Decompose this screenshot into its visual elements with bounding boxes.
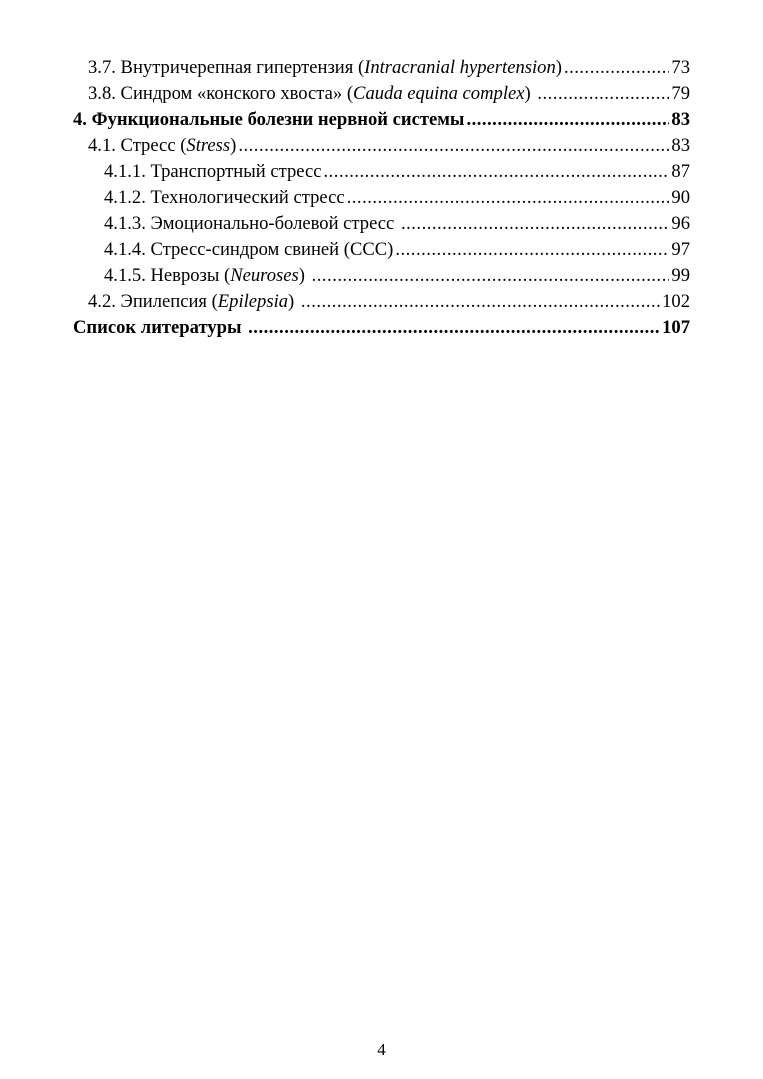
- toc-entry-text: 4.2. Эпилепсия (: [88, 291, 218, 312]
- toc-entry-page: 99: [671, 265, 690, 286]
- toc-entry-text: 4.1.5. Неврозы (: [104, 265, 231, 286]
- dot-leader: [466, 107, 669, 133]
- page-number: 4: [377, 1040, 386, 1059]
- dot-leader: [238, 133, 669, 159]
- toc-entry-page: 79: [671, 83, 690, 104]
- toc-entry-title: [88, 81, 535, 107]
- dot-leader: [564, 55, 669, 81]
- toc-entry-text: 3.7. Внутричерепная гипертензия (: [88, 57, 365, 78]
- toc-entry-page: 90: [671, 187, 690, 208]
- toc-entry-title: [104, 211, 399, 237]
- toc-entry-title: [88, 55, 562, 81]
- toc-entry-page: 73: [671, 57, 690, 78]
- toc-entry-text: 4. Функциональные болезни нервной системы: [73, 109, 465, 130]
- toc-entry-text: 4.1.1. Транспортный стресс: [104, 161, 322, 182]
- toc-entry-title: [104, 159, 321, 185]
- dot-leader: [401, 211, 669, 237]
- toc-entry[interactable]: [0, 263, 763, 289]
- toc-entry-latin-name: Cauda equina complex: [353, 83, 525, 104]
- toc-entry-text-suffix: ): [555, 57, 562, 78]
- dot-leader: [301, 289, 660, 315]
- toc-entry-text-suffix: ): [230, 135, 237, 156]
- toc-entry-text-suffix: ): [288, 291, 299, 312]
- toc-entry-text-suffix: ): [524, 83, 536, 104]
- toc-entry-title: [73, 107, 464, 133]
- toc-entry-page: 102: [662, 291, 690, 312]
- toc-entry-title: [104, 185, 345, 211]
- dot-leader: [395, 237, 669, 263]
- toc-entry-text: Список литературы: [73, 317, 247, 338]
- dot-leader: [537, 81, 669, 107]
- toc-entry[interactable]: [0, 55, 763, 81]
- toc-entry[interactable]: [0, 289, 763, 315]
- dot-leader: [312, 263, 670, 289]
- toc-entry[interactable]: [0, 159, 763, 185]
- toc-entry-text: 4.1.2. Технологический стресс: [104, 187, 345, 208]
- toc-entry-title: [104, 237, 393, 263]
- dot-leader: [248, 315, 660, 341]
- toc-entry-latin-name: Epilepsia: [217, 291, 289, 312]
- toc-entry-text-suffix: ): [298, 265, 310, 286]
- toc-entry[interactable]: [0, 81, 763, 107]
- toc-entry[interactable]: [0, 237, 763, 263]
- toc-entry-page: 107: [662, 317, 690, 338]
- toc-entry-page: 87: [671, 161, 690, 182]
- dot-leader: [323, 159, 669, 185]
- toc-entry-page: 83: [671, 109, 690, 130]
- toc-entry-text-suffix: [394, 213, 399, 234]
- toc-entry-text: 3.8. Синдром «конского хвоста» (: [88, 83, 354, 104]
- toc-entry-latin-name: Intracranial hypertension: [364, 57, 556, 78]
- toc-entry-page: 83: [671, 135, 690, 156]
- toc-entry[interactable]: [0, 185, 763, 211]
- toc-entry-page: 97: [671, 239, 690, 260]
- toc-entry[interactable]: [0, 315, 763, 341]
- toc-entry[interactable]: [0, 107, 763, 133]
- toc-entry-title: [88, 289, 299, 315]
- toc-entry-title: [88, 133, 236, 159]
- table-of-contents: [0, 55, 763, 341]
- toc-entry-text: 4.1. Стресс (: [88, 135, 187, 156]
- toc-entry[interactable]: [0, 133, 763, 159]
- toc-entry-title: [73, 315, 246, 341]
- toc-entry-text: 4.1.3. Эмоционально-болевой стресс: [104, 213, 395, 234]
- toc-entry-title: [104, 263, 310, 289]
- toc-entry-latin-name: Stress: [186, 135, 231, 156]
- toc-entry-latin-name: Neuroses: [230, 265, 299, 286]
- toc-entry[interactable]: [0, 211, 763, 237]
- toc-entry-text: 4.1.4. Стресс-синдром свиней (ССС): [104, 239, 394, 260]
- toc-entry-page: 96: [671, 213, 690, 234]
- dot-leader: [347, 185, 670, 211]
